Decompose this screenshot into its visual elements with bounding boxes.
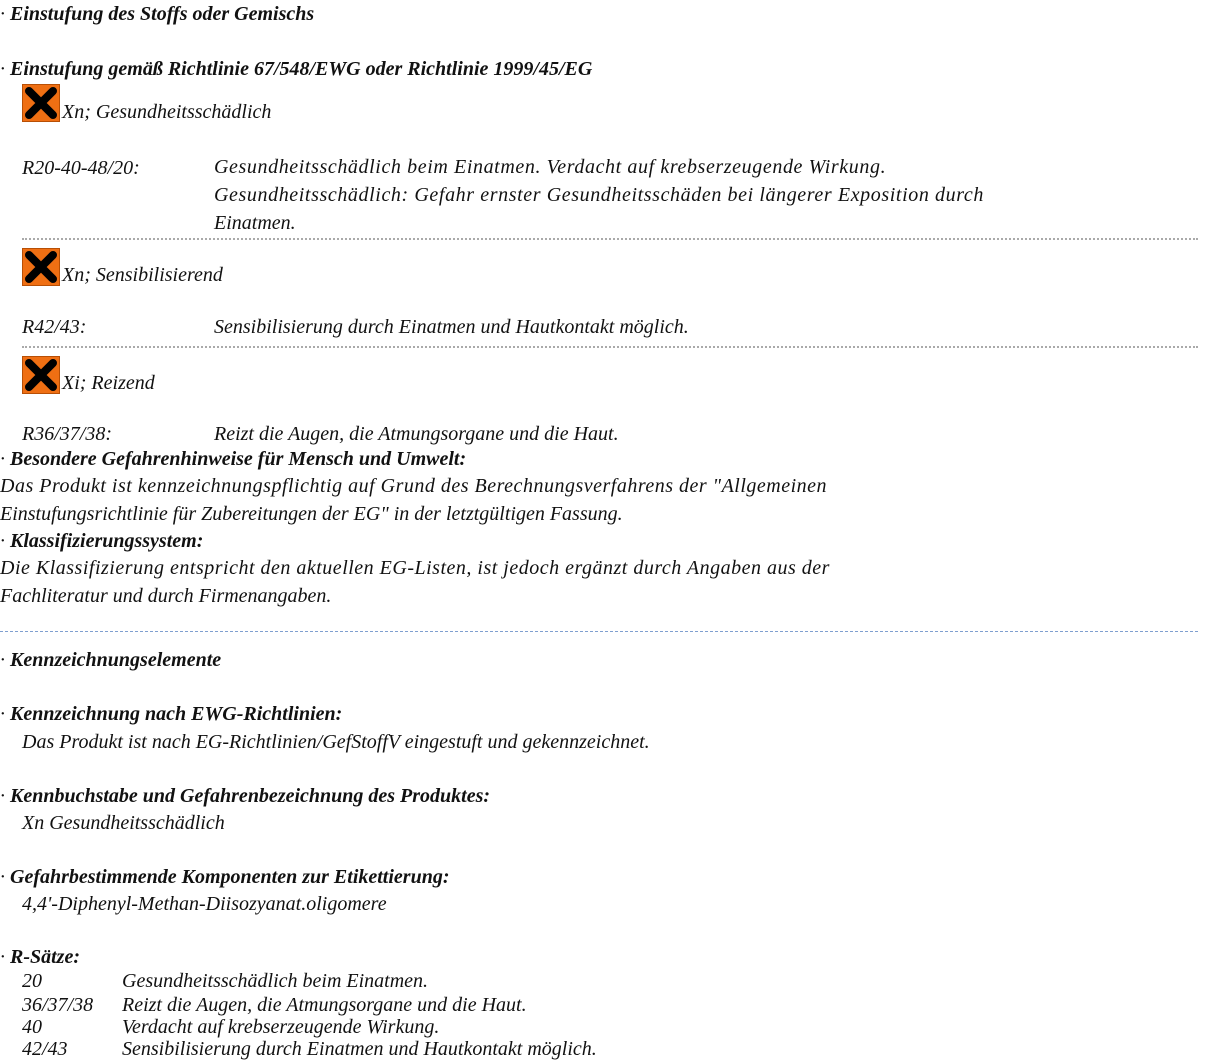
bullet: · xyxy=(0,58,5,80)
risk-text: Reizt die Augen, die Atmungsorgane und die Haut. xyxy=(214,423,619,445)
r-phrase-text: Reizt die Augen, die Atmungsorgane und die Haut. xyxy=(122,994,527,1016)
r-phrase-text: Verdacht auf krebserzeugende Wirkung. xyxy=(122,1016,440,1038)
dotted-separator xyxy=(22,346,1198,348)
bullet: · xyxy=(0,703,5,725)
bullet: · xyxy=(0,448,5,470)
r-phrase-code: 20 xyxy=(22,970,42,992)
r-phrase-code: 36/37/38 xyxy=(22,994,94,1016)
risk-code: R36/37/38: xyxy=(22,423,112,445)
risk-text: Gesundheitsschädlich beim Einatmen. Verdacht auf krebserzeugende Wirkung. Gesundheitsschädlich: Gefahr ernster Gesundheitsschäden bei längerer Exposition durch Einatmen. xyxy=(214,156,984,234)
bullet: · xyxy=(0,785,5,807)
ewg-labelling-text: Das Produkt ist nach EG-Richtlinien/GefStoffV eingestuft und gekennzeichnet. xyxy=(22,731,650,753)
harmful-cross-icon xyxy=(22,84,60,122)
bullet: · xyxy=(0,866,5,888)
hazard-letter-text: Xn Gesundheitsschädlich xyxy=(22,812,225,834)
components-heading: · Gefahrbestimmende Komponenten zur Etikettierung: xyxy=(0,866,450,888)
subheading-directive: · Einstufung gemäß Richtlinie 67/548/EWG oder Richtlinie 1999/45/EG xyxy=(0,58,593,80)
risk-text: Sensibilisierung durch Einatmen und Hautkontakt möglich. xyxy=(214,316,689,338)
classification-system-text: Die Klassifizierung entspricht den aktuellen EG-Listen, ist jedoch ergänzt durch Angaben aus der Fachliteratur und durch Firmenangaben. xyxy=(0,557,830,607)
r-phrase-code: 40 xyxy=(22,1016,42,1038)
r-phrase-text: Sensibilisierung durch Einatmen und Hautkontakt möglich. xyxy=(122,1038,597,1060)
r-phrases-heading: · R-Sätze: xyxy=(0,946,80,968)
hazard-label: Xn; Sensibilisierend xyxy=(62,264,223,286)
r-phrase-code: 42/43 xyxy=(22,1038,68,1060)
section-separator xyxy=(0,631,1198,632)
bullet: · xyxy=(0,946,5,968)
ewg-labelling-heading: · Kennzeichnung nach EWG-Richtlinien: xyxy=(0,703,343,725)
risk-code: R20-40-48/20: xyxy=(22,157,140,179)
bullet: · xyxy=(0,649,5,671)
harmful-cross-icon xyxy=(22,248,60,286)
bullet: · xyxy=(0,3,5,25)
special-hazards-heading: · Besondere Gefahrenhinweise für Mensch und Umwelt: xyxy=(0,448,467,470)
hazard-label: Xi; Reizend xyxy=(62,372,155,394)
classification-system-heading: · Klassifizierungssystem: xyxy=(0,530,204,552)
bullet: · xyxy=(0,530,5,552)
special-hazards-text: Das Produkt ist kennzeichnungspflichtig auf Grund des Berechnungsverfahrens der "Allgemeinen Einstufungsrichtlinie für Zubereitungen der EG" in der letztgültigen Fassung. xyxy=(0,475,828,525)
r-phrase-text: Gesundheitsschädlich beim Einatmen. xyxy=(122,970,429,992)
risk-code: R42/43: xyxy=(22,316,87,338)
irritant-cross-icon xyxy=(22,356,60,394)
dotted-separator xyxy=(22,238,1198,240)
components-text: 4,4'-Diphenyl-Methan-Diisozyanat.oligomere xyxy=(22,893,387,915)
section-heading-classification: · Einstufung des Stoffs oder Gemischs xyxy=(0,3,315,25)
section-heading-labelling: · Kennzeichnungselemente xyxy=(0,649,222,671)
hazard-letter-heading: · Kennbuchstabe und Gefahrenbezeichnung des Produktes: xyxy=(0,785,491,807)
hazard-label: Xn; Gesundheitsschädlich xyxy=(62,101,272,123)
